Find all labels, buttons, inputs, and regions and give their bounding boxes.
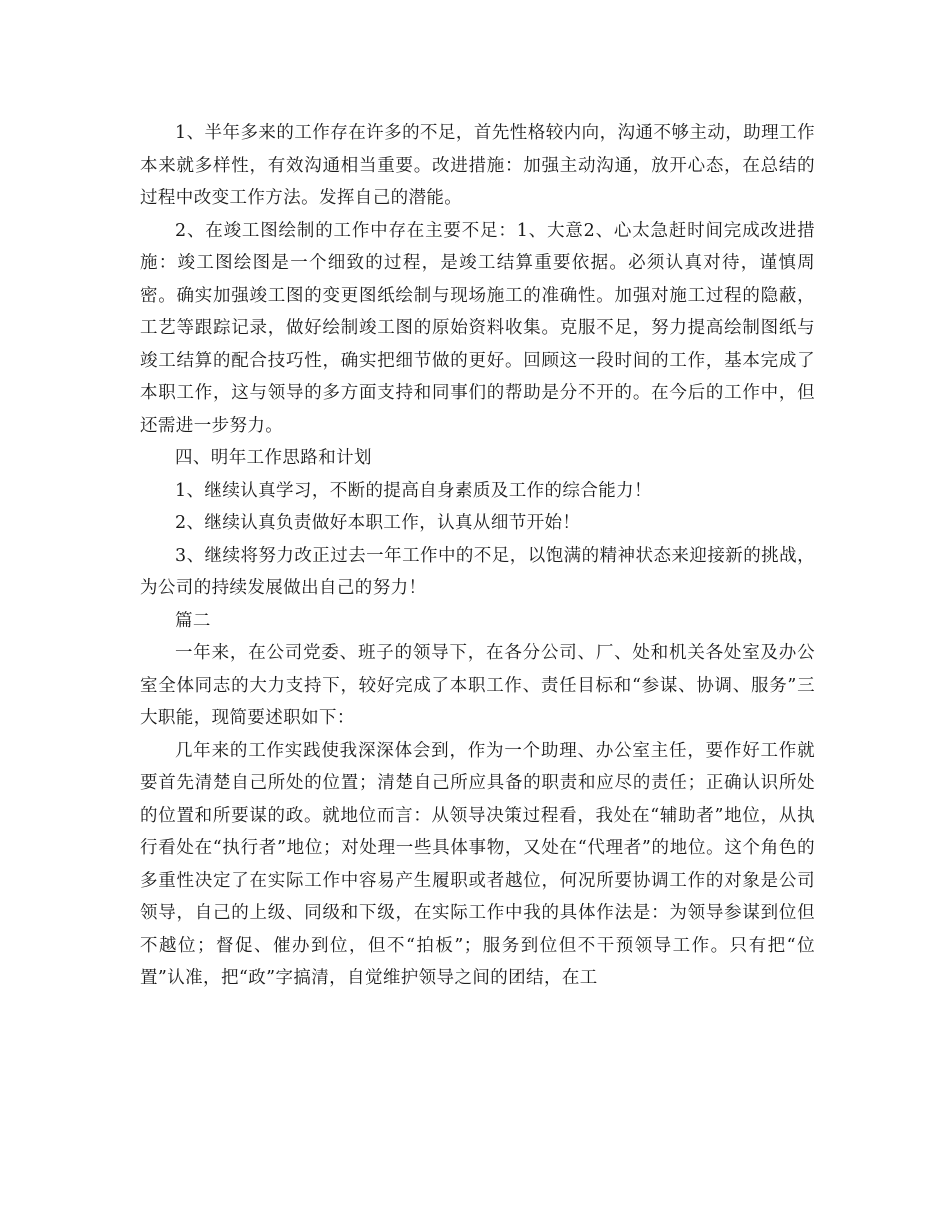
paragraph-shortcomings-1: 1、半年多来的工作存在许多的不足，首先性格较内向，沟通不够主动，助理工作本来就多样性，有效沟通相当重要。改进措施：加强主动沟通，放开心态，在总结的过程中改变工作方法。发挥自己的潜能。 [140, 123, 815, 208]
plan-item-3: 3、继续将努力改正过去一年工作中的不足，以饱满的精神状态来迎接新的挑战，为公司的持续发展做出自己的努力！ [140, 545, 815, 598]
section-heading-plan: 四、明年工作思路和计划 [175, 448, 372, 468]
plan-item-2: 2、继续认真负责做好本职工作，认真从细节开始！ [175, 513, 581, 533]
section-heading-part-two: 篇二 [175, 610, 211, 631]
paragraph-intro: 一年来，在公司党委、班子的领导下，在各分公司、厂、处和机关各处室及办公室全体同志的大力支持下，较好完成了本职工作、责任目标和“参谋、协调、服务”三大职能，现简要述职如下： [140, 643, 815, 728]
document-body [140, 117, 815, 995]
plan-item-1: 1、继续认真学习，不断的提高自身素质及工作的综合能力！ [175, 480, 652, 501]
paragraph-experience: 几年来的工作实践使我深深体会到，作为一个助理、办公室主任，要作好工作就要首先清楚自己所处的位置；清楚自己所应具备的职责和应尽的责任；正确认识所处的位置和所要谋的政。就地位而言：从领导决策过程看，我处在“辅助者”地位，从执行看处在“执行者”地位；对处理一些具体事物，又处在“代理者”的地位。这个角色的多重性决定了在实际工作中容易产生履职或者越位，何况所要协调工作的对象是公司领导，自己的上级、同级和下级，在实际工作中我的具体作法是：为领导参谋到位但不越位；督促、催办到位，但不“拍板”；服务到位但不干预领导工作。只有把“位置”认准，把“政”字搞清，自觉维护领导之间的团结，在工 [140, 740, 815, 988]
paragraph-shortcomings-2: 2、在竣工图绘制的工作中存在主要不足：1、大意2、心太急赶时间完成改进措施：竣工图绘图是一个细致的过程，是竣工结算重要依据。必须认真对待，谨慎周密。确实加强竣工图的变更图纸绘制与现场施工的准确性。加强对施工过程的隐蔽，工艺等跟踪记录，做好绘制竣工图的原始资料收集。克服不足，努力提高绘制图纸与竣工结算的配合技巧性，确实把细节做的更好。回顾这一段时间的工作，基本完成了本职工作，这与领导的多方面支持和同事们的帮助是分不开的。在今后的工作中，但还需进一步努力。 [140, 220, 815, 436]
